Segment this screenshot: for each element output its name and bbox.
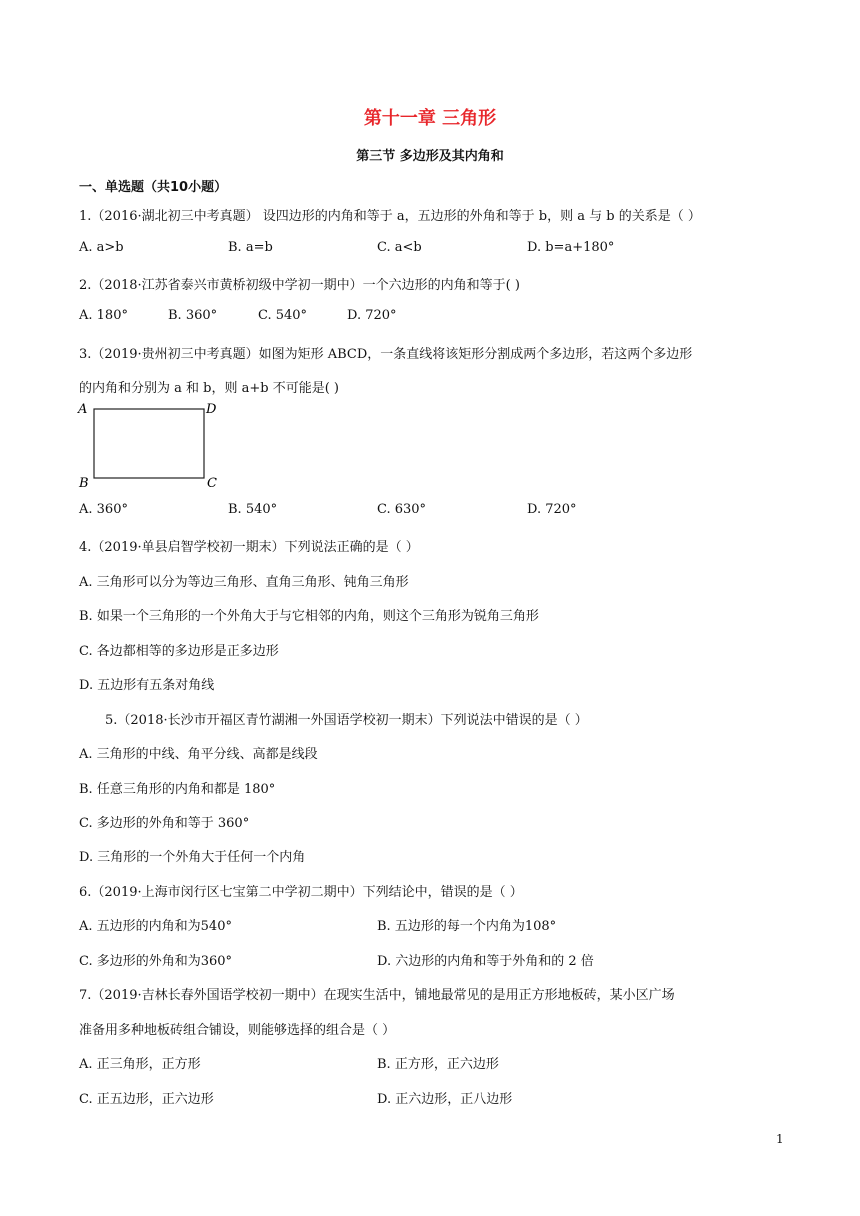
q2-option-b: B. 360° — [168, 308, 218, 323]
q3-option-a: A. 360° — [79, 502, 128, 517]
question-7-stem-line-1: 7.（2019·吉林长春外国语学校初一期中）在现实生活中，铺地最常见的是用正方形地板砖，某小区广场 — [79, 988, 675, 1003]
q4-option-a: A. 三角形可以分为等边三角形、直角三角形、钝角三角形 — [79, 575, 409, 590]
q3-option-d: D. 720° — [527, 502, 577, 517]
question-3-stem-line-2: 的内角和分别为 a 和 b，则 a+b 不可能是( ) — [79, 381, 339, 396]
question-section-heading: 一、单选题（共10小题） — [79, 180, 228, 195]
q1-option-b: B. a=b — [228, 240, 273, 255]
q2-option-a: A. 180° — [79, 308, 128, 323]
q1-option-d: D. b=a+180° — [527, 240, 615, 255]
rectangle-abcd-figure — [76, 398, 226, 490]
q5-option-a: A. 三角形的中线、角平分线、高都是线段 — [79, 747, 318, 762]
q6-option-a: A. 五边形的内角和为540° — [79, 919, 232, 934]
q7-option-b: B. 正方形，正六边形 — [377, 1057, 499, 1072]
q7-option-a: A. 正三角形，正方形 — [79, 1057, 201, 1072]
question-1-stem: 1.（2016·湖北初三中考真题） 设四边形的内角和等于 a，五边形的外角和等于 b，则 a 与 b 的关系是（ ） — [79, 209, 701, 224]
q1-option-a: A. a>b — [79, 240, 124, 255]
q4-option-d: D. 五边形有五条对角线 — [79, 678, 215, 693]
vertex-label-c: C — [207, 476, 217, 490]
question-2-stem: 2.（2018·江苏省泰兴市黄桥初级中学初一期中）一个六边形的内角和等于( ) — [79, 278, 520, 293]
question-4-stem: 4.（2019·单县启智学校初一期末）下列说法正确的是（ ） — [79, 540, 419, 555]
section-subtitle: 第三节 多边形及其内角和 — [356, 149, 504, 164]
q5-option-b: B. 任意三角形的内角和都是 180° — [79, 782, 276, 797]
chapter-title: 第十一章 三角形 — [363, 108, 497, 129]
vertex-label-b: B — [79, 476, 89, 490]
q6-option-c: C. 多边形的外角和为360° — [79, 954, 233, 969]
q4-option-c: C. 各边都相等的多边形是正多边形 — [79, 644, 279, 659]
q7-option-c: C. 正五边形，正六边形 — [79, 1092, 214, 1107]
q5-option-c: C. 多边形的外角和等于 360° — [79, 816, 250, 831]
q3-option-b: B. 540° — [228, 502, 278, 517]
q3-option-c: C. 630° — [377, 502, 427, 517]
q7-option-d: D. 正六边形，正八边形 — [377, 1092, 513, 1107]
vertex-label-a: A — [78, 402, 88, 417]
rectangle-shape — [94, 409, 204, 478]
q1-option-c: C. a<b — [377, 240, 422, 255]
q4-option-b: B. 如果一个三角形的一个外角大于与它相邻的内角，则这个三角形为锐角三角形 — [79, 609, 539, 624]
q6-option-d: D. 六边形的内角和等于外角和的 2 倍 — [377, 954, 594, 969]
q5-option-d: D. 三角形的一个外角大于任何一个内角 — [79, 850, 306, 865]
vertex-label-d: D — [206, 402, 217, 417]
question-5-stem: 5.（2018·长沙市开福区青竹湖湘一外国语学校初一期末）下列说法中错误的是（ ） — [105, 713, 588, 728]
question-7-stem-line-2: 准备用多种地板砖组合铺设，则能够选择的组合是（ ） — [79, 1023, 396, 1038]
question-6-stem: 6.（2019·上海市闵行区七宝第二中学初二期中）下列结论中，错误的是（ ） — [79, 885, 523, 900]
question-3-stem-line-1: 3.（2019·贵州初三中考真题）如图为矩形 ABCD，一条直线将该矩形分割成两个多边形，若这两个多边形 — [79, 347, 693, 362]
q2-option-c: C. 540° — [258, 308, 308, 323]
page-number: 1 — [776, 1132, 784, 1146]
q2-option-d: D. 720° — [347, 308, 397, 323]
q6-option-b: B. 五边形的每一个内角为108° — [377, 919, 557, 934]
